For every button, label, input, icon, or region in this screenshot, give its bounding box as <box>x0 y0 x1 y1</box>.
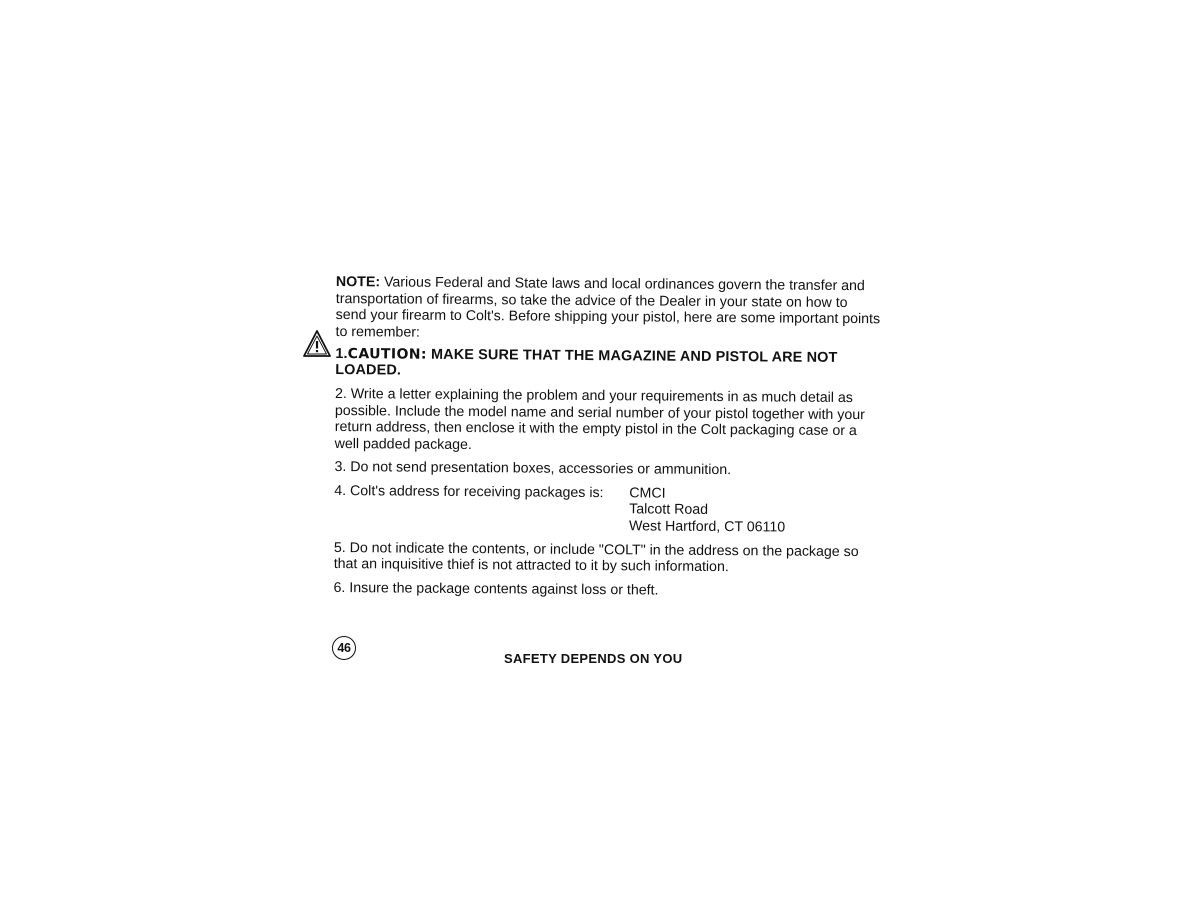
address-block <box>629 485 786 536</box>
note-text: Various Federal and State laws and local ordinances govern the transfer and transportation of firearms, so take the advice of the Dealer in your state on how to send your firearm to Colt's. Before shipping your pistol, here are some important points to remember: <box>335 274 881 341</box>
note-paragraph <box>335 274 881 344</box>
warning-triangle-icon <box>302 329 332 359</box>
instructions-body <box>333 274 881 607</box>
list-item-6: 6. Insure the package contents against loss or theft. <box>333 579 659 599</box>
address-line-1: CMCI <box>629 484 666 502</box>
address-line-2: Talcott Road <box>629 501 709 518</box>
address-line-3: West Hartford, CT 06110 <box>628 517 786 536</box>
footer-text: SAFETY DEPENDS ON YOU <box>504 651 683 666</box>
list-item-5: 5. Do not indicate the contents, or include "COLT" in the address on the package so that an inquisitive thief is not attracted to it by such information. <box>333 539 859 576</box>
list-item-2: 2. Write a letter explaining the problem and your requirements in as much detail as possible. Include the model name and serial number of your pistol together with your return address, then enclose it with the empty pistol in the Colt packaging case or a well padded package. <box>334 385 865 453</box>
list-item-4 <box>334 482 879 536</box>
caution-item <box>335 347 880 382</box>
caution-number: 1. <box>335 345 348 363</box>
caution-label: CAUTION: <box>347 346 427 363</box>
caution-text: MAKE SURE THAT THE MAGAZINE AND PISTOL ARE NOT LOADED. <box>335 346 838 379</box>
address-lead-text: 4. Colt's address for receiving packages is: <box>334 482 604 501</box>
list-item-3: 3. Do not send presentation boxes, accessories or ammunition. <box>334 458 732 479</box>
note-label: NOTE: <box>335 274 381 291</box>
page-number-badge: 46 <box>332 636 356 660</box>
